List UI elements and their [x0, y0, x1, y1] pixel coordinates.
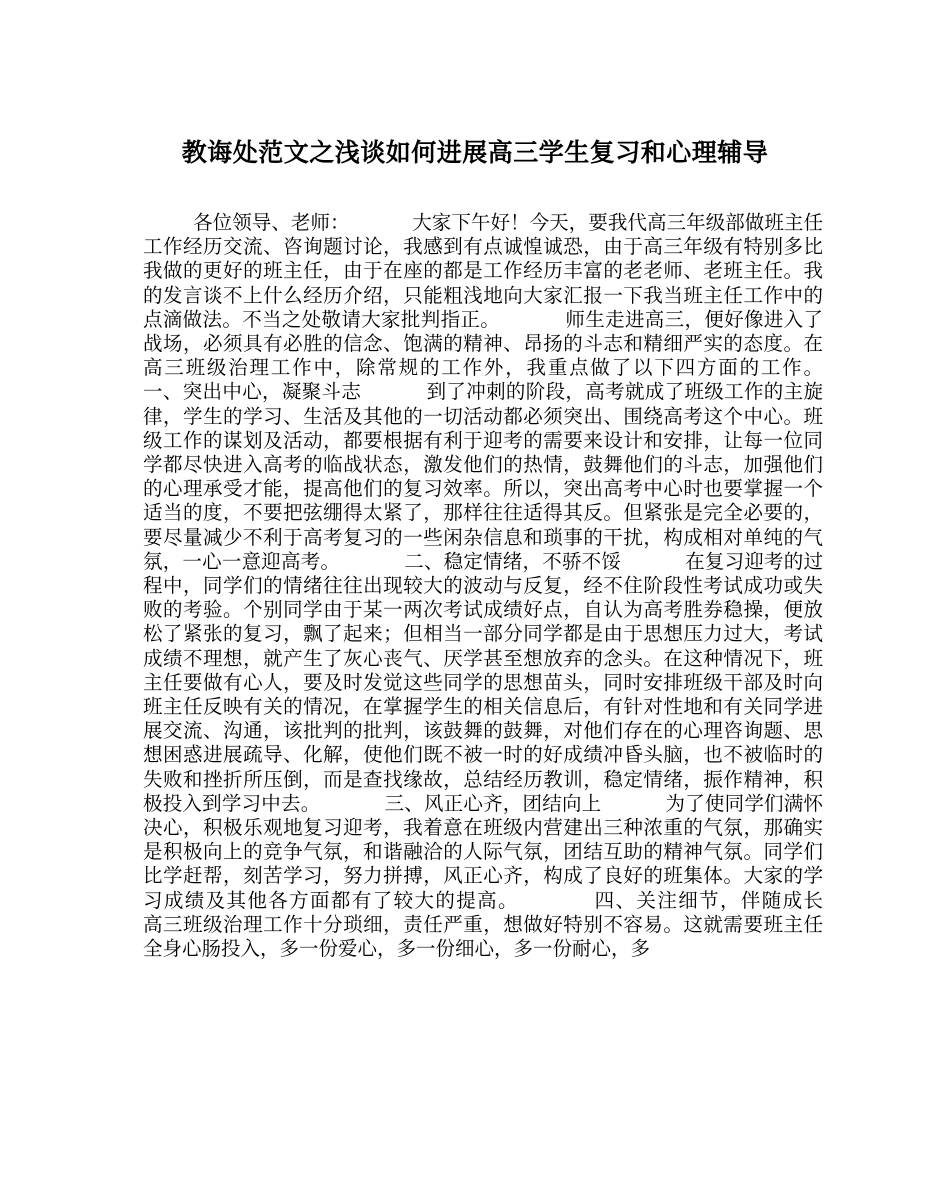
- document-title: 教诲处范文之浅谈如何进展高三学生复习和心理辅导: [181, 138, 769, 167]
- body-paragraph: 各位领导、老师： 大家下午好！今天，要我代高三年级部做班主任工作经历交流、咨询题讨论，我感到有点诚惶诚恐，由于高三年级有特别多比我做的更好的班主任，由于在座的都是工作经历丰富的老老师、老班主任。我的发言谈不上什么经历介绍，只能粗浅地向大家汇报一下我当班主任工作中的点滴做法。不当之处敬请大家批判指正。 师生走进高三，便好像进入了战场，必须具有必胜的信念、饱满的精神、昂扬的斗志和精细严实的态度。在高三班级治理工作中，除常规的工作外，我重点做了以下四方面的工作。 一、突出中心，凝聚斗志 到了冲刺的阶段，高考就成了班级工作的主旋律，学生的学习、生活及其他的一切活动都必须突出、围绕高考这个中心。班级工作的谋划及活动，都要根据有利于迎考的需要来设计和安排，让每一位同学都尽快进入高考的临战状态，激发他们的热情，鼓舞他们的斗志，加强他们的心理承受才能，提高他们的复习效率。所以，突出高考中心时也要掌握一个适当的度，不要把弦绷得太紧了，那样往往适得其反。但紧张是完全必要的，要尽量减少不利于高考复习的一些闲杂信息和琐事的干扰，构成相对单纯的气氛，一心一意迎高考。 二、稳定情绪，不骄不馁 在复习迎考的过程中，同学们的情绪往往出现较大的波动与反复，经不住阶段性考试成功或失败的考验。个别同学由于某一两次考试成绩好点，自认为高考胜券稳操，便放松了紧张的复习，飘了起来；但相当一部分同学都是由于思想压力过大，考试成绩不理想，就产生了灰心丧气、厌学甚至想放弃的念头。在这种情况下，班主任要做有心人，要及时发觉这些同学的思想苗头，同时安排班级干部及时向班主任反映有关的情况，在掌握学生的相关信息后，有针对性地和有关同学进展交流、沟通，该批判的批判，该鼓舞的鼓舞，对他们存在的心理咨询题、思想困惑进展疏导、化解，使他们既不被一时的好成绩冲昏头脑，也不被临时的失败和挫折所压倒，而是查找缘故，总结经历教训，稳定情绪，振作精神，积极投入到学习中去。 三、风正心齐，团结向上 为了使同学们满怀决心，积极乐观地复习迎考，我着意在班级内营建出三种浓重的气氛，那确实是积极向上的竞争气氛，和谐融洽的人际气氛，团结互助的精神气氛。同学们比学赶帮，刻苦学习，努力拼搏，风正心齐，构成了良好的班集体。大家的学习成绩及其他各方面都有了较大的提高。 四、关注细节，伴随成长 高三班级治理工作十分琐细，责任严重，想做好特别不容易。这就需要班主任全身心肠投入，多一份爱心，多一份细心，多一份耐心，多: [143, 211, 885, 961]
- document-body: [143, 211, 885, 961]
